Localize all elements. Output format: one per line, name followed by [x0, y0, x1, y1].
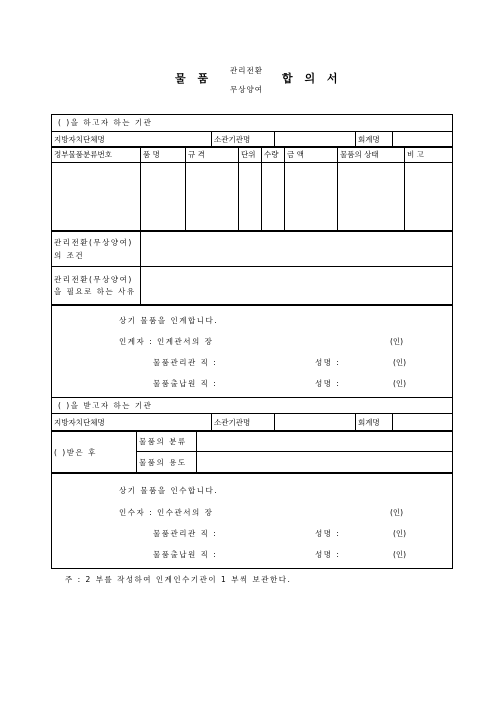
s2-officer2: 물품출납원 직 : — [153, 550, 218, 559]
s2-account-name-value[interactable] — [393, 414, 453, 432]
conditions-table — [51, 230, 453, 306]
reason-label: 관리전환(무상양여)을 필요로 하는 사유 — [52, 267, 141, 306]
local-gov-name-label: 지방자치단체명 — [52, 132, 212, 148]
s1-officer2: 물품출납원 직 : — [153, 379, 218, 388]
section1-title: ( )을 하고자 하는 기관 — [58, 118, 153, 127]
col-class-no: 정부물품분류번호 — [52, 147, 141, 163]
title-left: 물 품 — [175, 72, 213, 85]
after-receipt-table — [51, 430, 453, 474]
receiver-seal: (인) — [390, 508, 404, 517]
col-qty: 수량 — [262, 147, 285, 163]
s2-agency-name-label: 소관기관명 — [212, 414, 275, 432]
s2-officer2-seal: (인) — [393, 550, 407, 559]
section2-statement: 상기 물품을 인수합니다. — [119, 486, 219, 495]
item-use-value[interactable] — [197, 452, 453, 474]
item-use-label: 물품의 용도 — [137, 452, 197, 474]
col-unit: 단위 — [239, 147, 262, 163]
receiver-line: 인수자 : 인수관서의 장 — [119, 508, 214, 517]
col-spec: 규 격 — [186, 147, 239, 163]
col-item-name: 품 명 — [141, 147, 186, 163]
s1-officer1-name: 성명 : — [315, 358, 341, 367]
after-receipt-label: ( )받은 후 — [52, 431, 137, 474]
item-table — [51, 146, 453, 232]
s1-officer1: 물품관리관 직 : — [153, 358, 218, 367]
s2-account-name-label: 회계명 — [356, 414, 393, 432]
s2-officer2-name: 성명 : — [315, 550, 341, 559]
header-top: 관리전환 — [230, 66, 263, 75]
s2-officer1: 물품관리관 직 : — [153, 529, 218, 538]
title-right: 합 의 서 — [282, 72, 342, 85]
account-name-label: 회계명 — [356, 132, 393, 148]
footer-note: 주 : 2 부를 작성하여 인계인수기관이 1 부씩 보관한다. — [65, 575, 292, 584]
reason-value[interactable] — [141, 267, 453, 306]
conditions-label: 관리전환(무상양여)의 조건 — [52, 231, 141, 267]
s1-officer2-name: 성명 : — [315, 379, 341, 388]
header-sub: 무상양여 — [230, 85, 263, 94]
s2-officer1-name: 성명 : — [315, 529, 341, 538]
giver-line: 인계자 : 인계관서의 장 — [119, 337, 214, 346]
giver-seal: (인) — [390, 337, 404, 346]
section1-statement: 상기 물품을 인계합니다. — [119, 316, 219, 325]
col-amount: 금 액 — [285, 147, 338, 163]
item-row-empty — [52, 163, 453, 232]
s1-officer2-seal: (인) — [393, 379, 407, 388]
s1-officer1-seal: (인) — [393, 358, 407, 367]
conditions-value[interactable] — [141, 231, 453, 267]
section2-title: ( )을 받고자 하는 기관 — [58, 401, 153, 410]
s2-local-gov-name-label: 지방자치단체명 — [52, 414, 212, 432]
s2-agency-name-value[interactable] — [275, 414, 356, 432]
agency-name-label: 소관기관명 — [212, 132, 275, 148]
col-condition: 물품의 상태 — [338, 147, 405, 163]
col-remarks: 비 고 — [405, 147, 453, 163]
s2-officer1-seal: (인) — [393, 529, 407, 538]
item-class-label: 물품의 분류 — [137, 431, 197, 452]
item-class-value[interactable] — [197, 431, 453, 452]
